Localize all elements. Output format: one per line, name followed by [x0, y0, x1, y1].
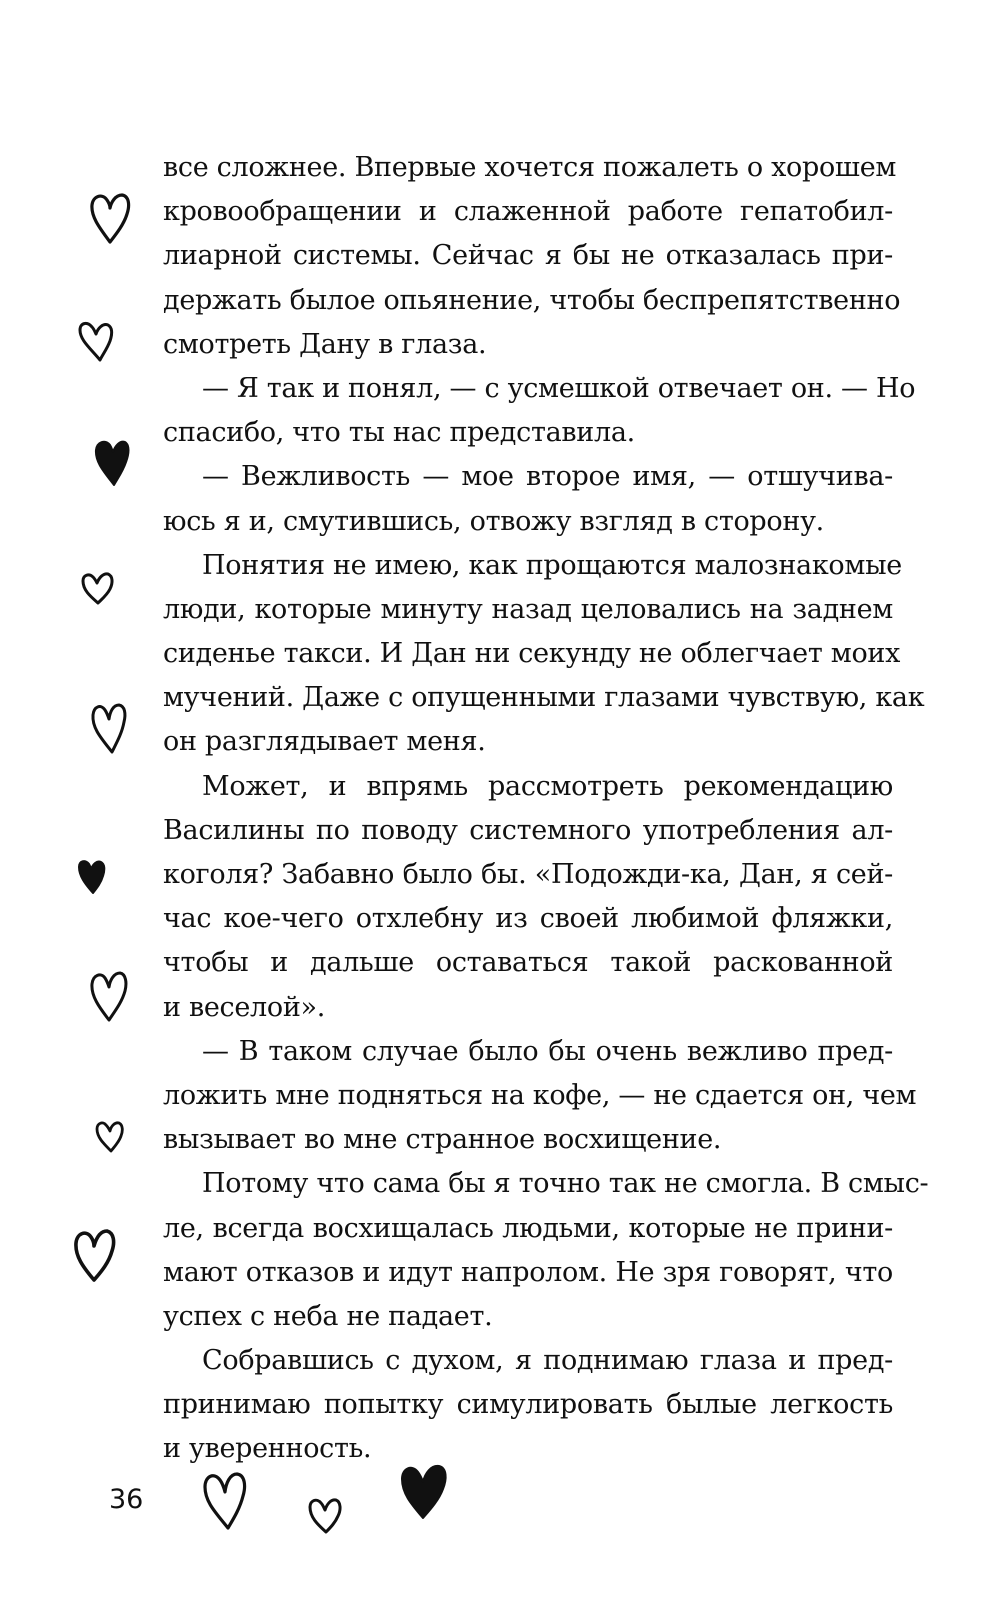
text-line: Василины по поводу системного употребления ал- — [163, 814, 893, 846]
heart-outline-icon — [306, 1494, 344, 1536]
text-line: вызывает во мне странное восхищение. — [163, 1124, 722, 1156]
text-line: и уверенность. — [163, 1433, 372, 1465]
text-line: принимаю попытку симулировать былые легкость — [163, 1389, 893, 1421]
text-line: и веселой». — [163, 991, 326, 1023]
page-number: 36 — [109, 1484, 144, 1515]
text-line: Потому что сама бы я точно так не смогла. В смыс- — [202, 1168, 929, 1200]
text-line: он разглядывает меня. — [163, 726, 486, 758]
text-line: лиарной системы. Сейчас я бы не отказалась при- — [163, 240, 893, 272]
text-line: чтобы и дальше оставаться такой раскованной — [163, 947, 893, 979]
heart-outline-icon — [88, 968, 130, 1024]
heart-outline-icon — [94, 1118, 126, 1154]
text-line: Собравшись с духом, я поднимаю глаза и пред- — [202, 1345, 893, 1377]
heart-outline-icon — [88, 700, 128, 756]
text-line: — В таком случае было бы очень вежливо пред- — [202, 1035, 893, 1067]
heart-outline-icon — [76, 318, 116, 364]
text-line: смотреть Дану в глаза. — [163, 328, 487, 360]
text-line: спасибо, что ты нас представила. — [163, 417, 635, 449]
text-line: час кое-чего отхлебну из своей любимой фляжки, — [163, 903, 893, 935]
text-line: успех с неба не падает. — [163, 1300, 493, 1332]
heart-outline-icon — [72, 1226, 118, 1284]
text-line: мают отказов и идут напролом. Не зря говорят, что — [163, 1256, 893, 1288]
text-line: все сложнее. Впервые хочется пожалеть о хорошем — [163, 152, 897, 183]
heart-filled-icon — [76, 856, 108, 896]
heart-filled-icon — [398, 1460, 450, 1522]
text-line: Может, и впрямь рассмотреть рекомендацию — [202, 770, 893, 802]
text-line: Понятия не имею, как прощаются малознакомые — [202, 549, 902, 581]
text-line: сиденье такси. И Дан ни секунду не облегчает моих — [163, 638, 901, 670]
heart-filled-icon — [92, 436, 132, 488]
text-line: коголя? Забавно было бы. «Подожди-ка, Дан, я сей- — [163, 859, 893, 890]
text-line: — Я так и понял, — с усмешкой отвечает он. — Но — [202, 372, 916, 404]
text-line: ле, всегда восхищалась людьми, которые не прини- — [163, 1212, 893, 1244]
text-line: — Вежливость — мое второе имя, — отшучива- — [202, 461, 893, 493]
text-line: люди, которые минуту назад целовались на заднем — [163, 593, 893, 625]
text-line: мучений. Даже с опущенными глазами чувствую, как — [163, 682, 925, 714]
heart-outline-icon — [200, 1468, 250, 1532]
text-line: ложить мне подняться на кофе, — не сдается он, чем — [163, 1079, 917, 1111]
text-line: держать былое опьянение, чтобы беспрепятственно — [163, 284, 901, 316]
text-line: кровообращении и слаженной работе гепатобил- — [163, 196, 893, 228]
text-line: юсь я и, смутившись, отвожу взгляд в сторону. — [163, 505, 824, 537]
heart-outline-icon — [80, 570, 116, 606]
body-text — [163, 146, 929, 1472]
heart-outline-icon — [88, 190, 132, 246]
